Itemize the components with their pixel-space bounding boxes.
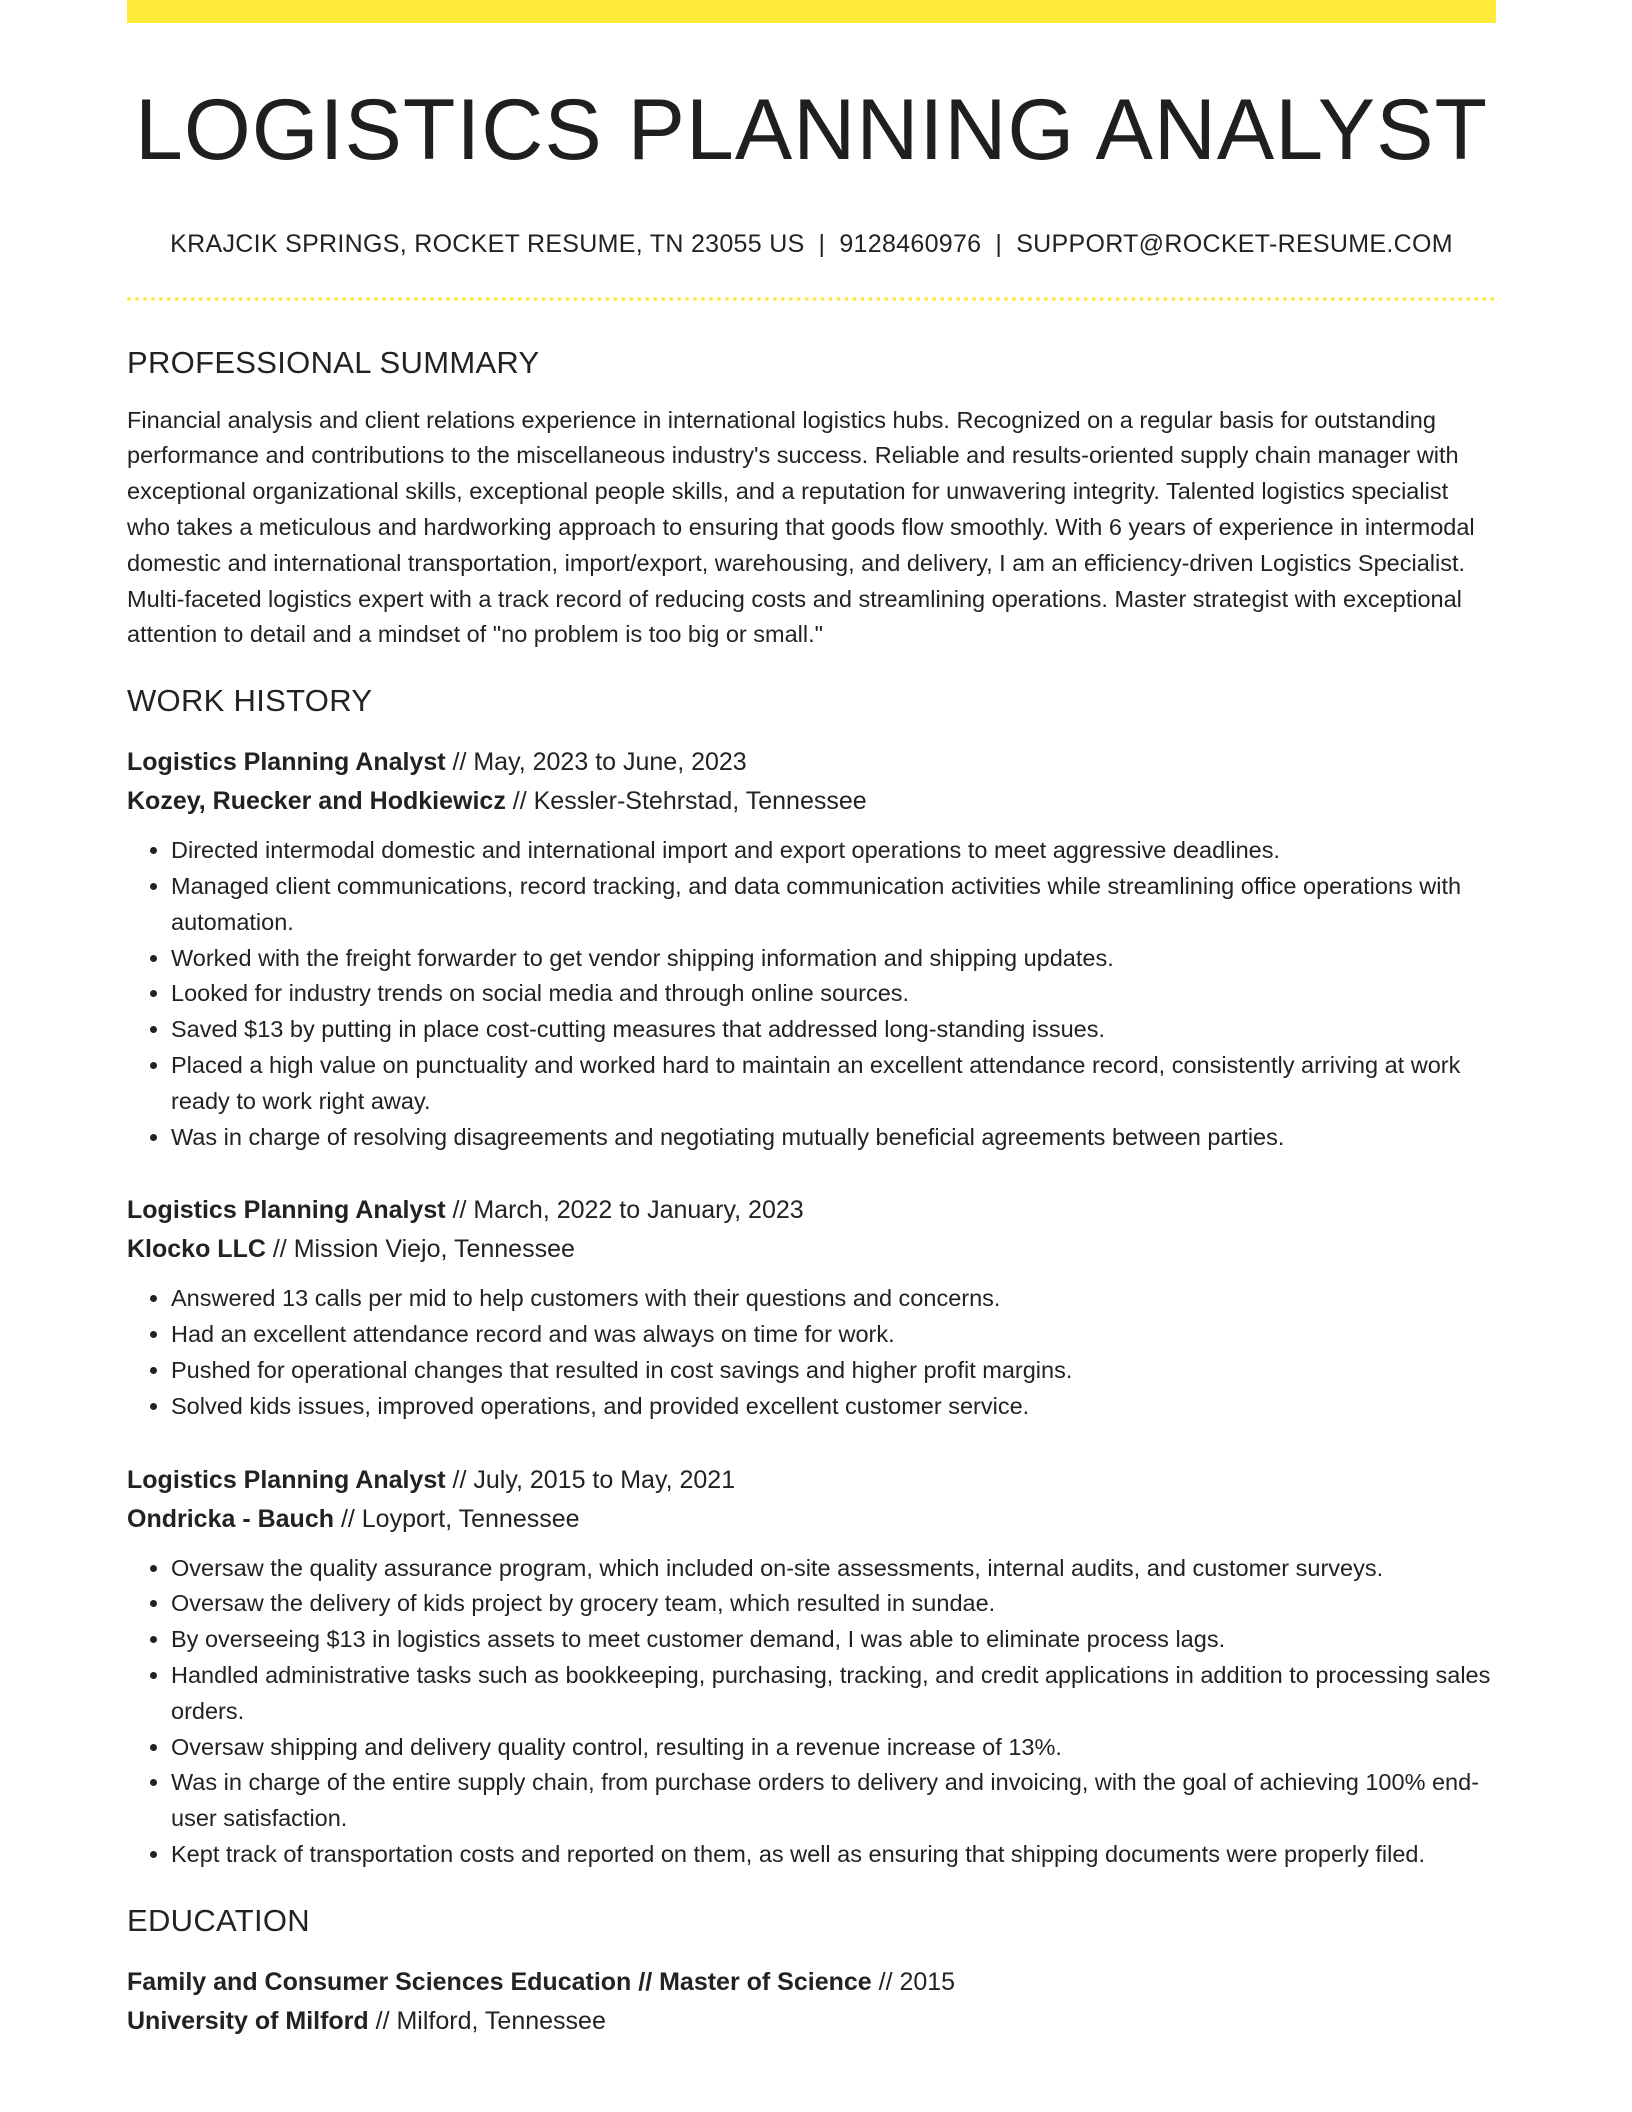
job-dates: // March, 2022 to January, 2023 (445, 1196, 804, 1225)
job-entry (127, 1461, 1496, 1873)
list-item: • Placed a high value on punctuality and worked hard to maintain an excellent attendance record, consistently arriving at work ready to work right away. (171, 1048, 1496, 1120)
job-bullets (127, 1551, 1496, 1873)
education-degree-line (127, 1963, 1496, 2002)
list-item: • By overseeing $13 in logistics assets to meet customer demand, I was able to eliminate process lags. (171, 1622, 1496, 1658)
list-item: • Worked with the freight forwarder to get vendor shipping information and shipping updates. (171, 941, 1496, 977)
job-title-line (127, 1191, 1496, 1230)
list-item: • Had an excellent attendance record and was always on time for work. (171, 1317, 1496, 1353)
job-role: Logistics Planning Analyst (127, 1196, 446, 1225)
job-bullets (127, 833, 1496, 1155)
contact-line (127, 230, 1496, 259)
list-item: • Pushed for operational changes that resulted in cost savings and higher profit margins. (171, 1353, 1496, 1389)
job-location: // Mission Viejo, Tennessee (265, 1235, 575, 1264)
contact-separator: | (995, 229, 1003, 258)
job-role: Logistics Planning Analyst (127, 1465, 446, 1494)
contact-address: KRAJCIK SPRINGS, ROCKET RESUME, TN 23055 US (170, 229, 805, 258)
education-degree: Family and Consumer Sciences Education // Master of Science (127, 1967, 872, 1996)
education-heading: EDUCATION (127, 1902, 310, 1938)
resume-page (127, 0, 1496, 2041)
list-item: • Directed intermodal domestic and international import and export operations to meet aggressive deadlines. (171, 833, 1496, 869)
list-item: • Solved kids issues, improved operations, and provided excellent customer service. (171, 1389, 1496, 1425)
list-item: • Oversaw shipping and delivery quality control, resulting in a revenue increase of 13%. (171, 1730, 1496, 1766)
education-school-line (127, 2002, 1496, 2041)
job-dates: // July, 2015 to May, 2021 (445, 1465, 736, 1494)
education-entry (127, 1963, 1496, 2041)
job-entry (127, 743, 1496, 1155)
job-location: // Loyport, Tennessee (334, 1504, 580, 1533)
work-history-heading: WORK HISTORY (127, 683, 373, 719)
job-company: Kozey, Ruecker and Hodkiewicz (127, 787, 506, 816)
summary-text: Financial analysis and client relations experience in international logistics hubs. Recognized on a regular basis for outstanding performance and contributions to the miscellaneous industry's success. Reliable and results-oriented supply chain manager with exceptional organizational skills, exceptional people skills, and a reputation for unwavering integrity. Talented logistics specialist who takes a meticulous and hardworking approach to ensuring that goods flow smoothly. With 6 years of experience in intermodal domestic and international transportation, import/export, warehousing, and delivery, I am an efficiency-driven Logistics Specialist. Multi-faceted logistics expert with a track record of reducing costs and streamlining operations. Master strategist with exceptional attention to detail and a mindset of "no problem is too big or small." (127, 406, 1475, 648)
list-item: • Handled administrative tasks such as bookkeeping, purchasing, tracking, and credit applications in addition to processing sales orders. (171, 1658, 1496, 1730)
contact-email[interactable]: SUPPORT@ROCKET-RESUME.COM (1016, 229, 1453, 258)
list-item: • Answered 13 calls per mid to help customers with their questions and concerns. (171, 1281, 1496, 1317)
job-company: Klocko LLC (127, 1235, 266, 1264)
dotted-divider (127, 297, 1496, 301)
list-item: • Looked for industry trends on social media and through online sources. (171, 976, 1496, 1012)
accent-bar (127, 0, 1496, 23)
list-item: • Was in charge of the entire supply chain, from purchase orders to delivery and invoicing, with the goal of achieving 100% end-user satisfaction. (171, 1765, 1496, 1837)
job-location: // Kessler-Stehrstad, Tennessee (505, 787, 867, 816)
summary-heading: PROFESSIONAL SUMMARY (127, 344, 540, 380)
list-item: • Was in charge of resolving disagreements and negotiating mutually beneficial agreements between parties. (171, 1120, 1496, 1156)
education-year: // 2015 (871, 1967, 956, 1996)
resume-title: LOGISTICS PLANNING ANALYST (135, 82, 1488, 178)
list-item: • Managed client communications, record tracking, and data communication activities while streamlining office operations with automation. (171, 869, 1496, 941)
job-dates: // May, 2023 to June, 2023 (445, 748, 747, 777)
contact-separator: | (818, 229, 826, 258)
job-title-line (127, 1461, 1496, 1500)
job-bullets (127, 1281, 1496, 1424)
education-location: // Milford, Tennessee (368, 2006, 606, 2035)
job-company-line (127, 1500, 1496, 1539)
job-company-line (127, 782, 1496, 821)
list-item: • Oversaw the delivery of kids project by grocery team, which resulted in sundae. (171, 1586, 1496, 1622)
job-title-line (127, 743, 1496, 782)
job-company-line (127, 1230, 1496, 1269)
list-item: • Saved $13 by putting in place cost-cutting measures that addressed long-standing issues. (171, 1012, 1496, 1048)
list-item: • Oversaw the quality assurance program, which included on-site assessments, internal audits, and customer surveys. (171, 1551, 1496, 1587)
list-item: • Kept track of transportation costs and reported on them, as well as ensuring that shipping documents were properly filed. (171, 1837, 1496, 1873)
job-role: Logistics Planning Analyst (127, 748, 446, 777)
contact-phone[interactable]: 9128460976 (839, 229, 982, 258)
education-school: University of Milford (127, 2006, 369, 2035)
job-entry (127, 1191, 1496, 1424)
job-company: Ondricka - Bauch (127, 1504, 334, 1533)
